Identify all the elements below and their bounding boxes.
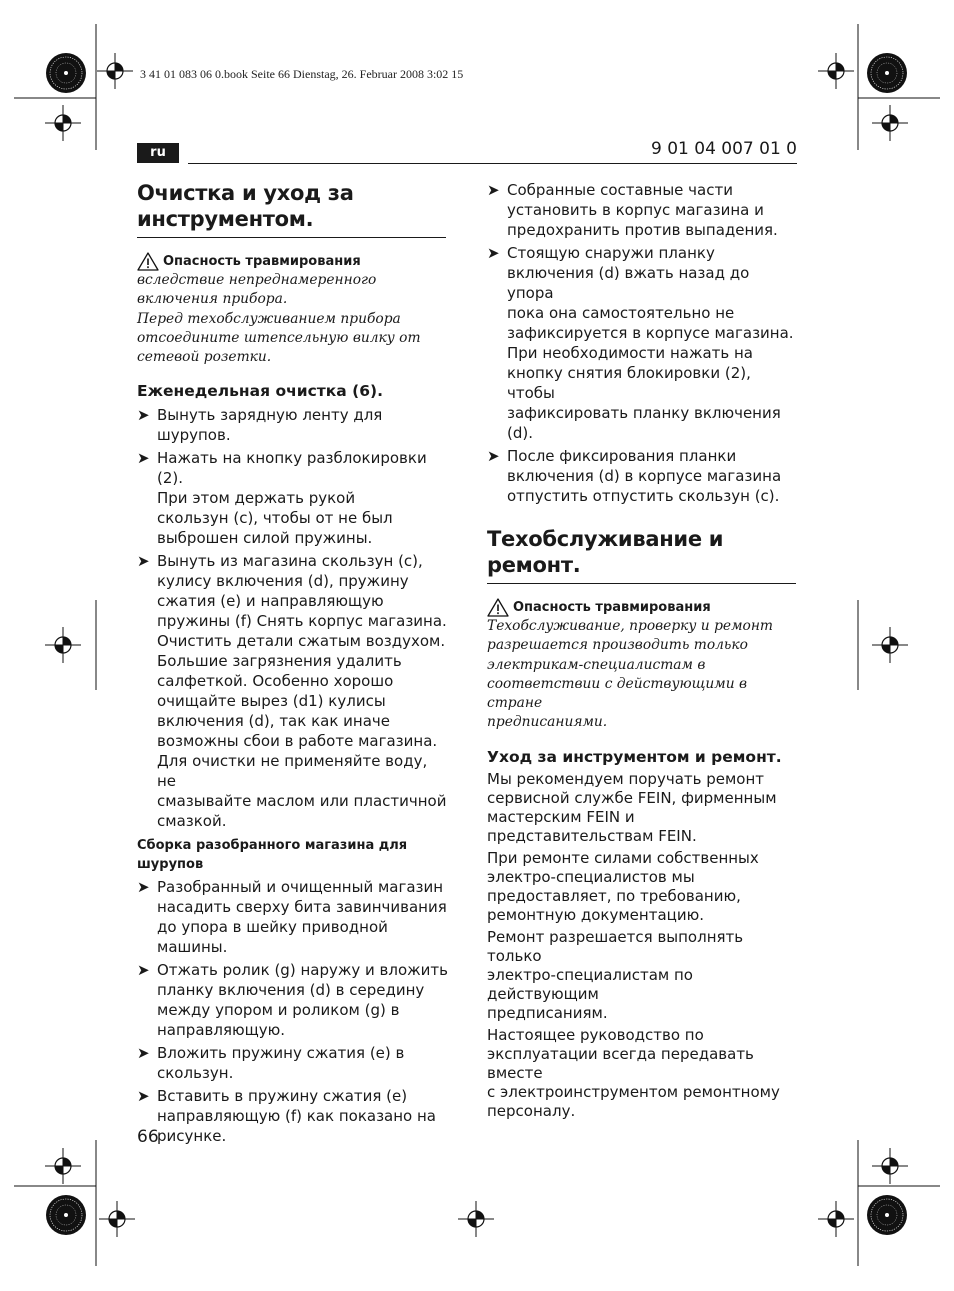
bullet-arrow-icon: ➤ [487, 181, 500, 199]
page-number: 66 [137, 1127, 159, 1147]
bullet-arrow-icon: ➤ [137, 878, 150, 897]
document-code: 9 01 04 007 01 0 [651, 139, 797, 159]
bullet-arrow-icon: ➤ [137, 449, 150, 468]
file-info: 3 41 01 083 06 0.book Seite 66 Dienstag, 26. Februar 2008 3:02 15 [140, 67, 464, 81]
assembly-list [137, 877, 449, 1146]
list-item: ➤ Собранные составные части установить в корпус магазина и предохранить против выпадения. [487, 181, 778, 239]
warning-triangle-icon [137, 252, 159, 271]
section-title-cleaning: Очистка и уход за инструментом. [137, 180, 446, 238]
list-item: ➤ Разобранный и очищенный магазин насадить сверху бита завинчивания до упора в шейку приводной машины. [137, 878, 447, 957]
list-item: ➤ После фиксирования планки включения (d) в корпусе магазина отпустить отпустить скользун (с). [487, 447, 782, 505]
list-item: ➤ Вынуть зарядную ленту для шурупов. [137, 406, 383, 445]
header-rule [188, 163, 797, 164]
weekly-cleaning-list [137, 405, 449, 831]
bullet-arrow-icon: ➤ [137, 552, 150, 571]
weekly-cleaning-heading: Еженедельная очистка (6). [137, 382, 383, 401]
bullet-arrow-icon: ➤ [137, 1087, 150, 1106]
warning-heading [137, 252, 449, 271]
warning-title: Опасность травмирования [163, 254, 361, 269]
list-item: ➤ Стоящую снаружи планку включения (d) вжать назад до упора пока она самостоятельно не зафиксируется в корпусе магазина. При необходимости нажать на кнопку снятия блокировки (2), чтобы зафиксировать планку включения (d). [487, 244, 794, 442]
care-repair-heading: Уход за инструментом и ремонт. [487, 747, 782, 766]
assembly-list-continued [487, 180, 799, 506]
left-column [137, 180, 449, 1149]
list-item: ➤ Отжать ролик (g) наружу и вложить планку включения (d) в середину между упором и роликом (g) в направляющую. [137, 961, 448, 1040]
list-item: ➤ Вложить пружину сжатия (е) в скользун. [137, 1044, 405, 1083]
paragraph: Ремонт разрешается выполнять только электро-специалистам по действующим предписаниям. [487, 927, 744, 1022]
list-item: ➤ Вставить в пружину сжатия (е) направляющую (f) как показано на рисунке. [137, 1087, 436, 1146]
list-item: ➤ Вынуть из магазина скользун (с), кулису включения (d), пружину сжатия (е) и направляющую пружины (f) Снять корпус магазина. Очистить детали сжатым воздухом. Большие загрязнения удалить салфеткой. Особенно хорошо очищайте вырез (d1) кулисы включения (d), так как иначе возможны сбои в работе магазина. Для очистки не применяйте воду, не смазывайте маслом или пластичной смазкой. [137, 552, 447, 831]
section-title-maintenance: Техобслуживание и ремонт. [487, 526, 796, 584]
paragraph: Мы рекомендуем поручать ремонт сервисной службе FEIN, фирменным мастерским FEIN и представительствам FEIN. [487, 769, 777, 845]
bullet-arrow-icon: ➤ [137, 1044, 150, 1063]
warning-triangle-icon [487, 598, 509, 617]
warning-heading [487, 598, 799, 617]
warning-text: вследствие непреднамеренного включения прибора. Перед техобслуживанием прибора отсоедините штепсельную вилку от сетевой розетки. [137, 272, 421, 366]
paragraph: При ремонте силами собственных электро-специалистов мы предоставляет, по требованию, ремонтную документацию. [487, 848, 759, 924]
bullet-arrow-icon: ➤ [487, 244, 500, 262]
bullet-arrow-icon: ➤ [487, 447, 500, 465]
warning-text: Техобслуживание, проверку и ремонт разрешается производить только электрикам-специалистам в соответствии с действующими в стране предписаниями. [487, 618, 773, 731]
warning-title: Опасность травмирования [513, 600, 711, 615]
list-item: ➤ Нажать на кнопку разблокировки (2). При этом держать рукой скользун (с), чтобы от не был выброшен силой пружины. [137, 449, 427, 548]
bullet-arrow-icon: ➤ [137, 961, 150, 980]
bullet-arrow-icon: ➤ [137, 406, 150, 425]
language-tab: ru [137, 143, 179, 163]
right-column [487, 180, 799, 1124]
paragraph: Настоящее руководство по эксплуатации всегда передавать вместе с электроинструментом ремонтному персоналу. [487, 1025, 780, 1120]
assembly-heading: Сборка разобранного магазина для шурупов [137, 838, 408, 873]
